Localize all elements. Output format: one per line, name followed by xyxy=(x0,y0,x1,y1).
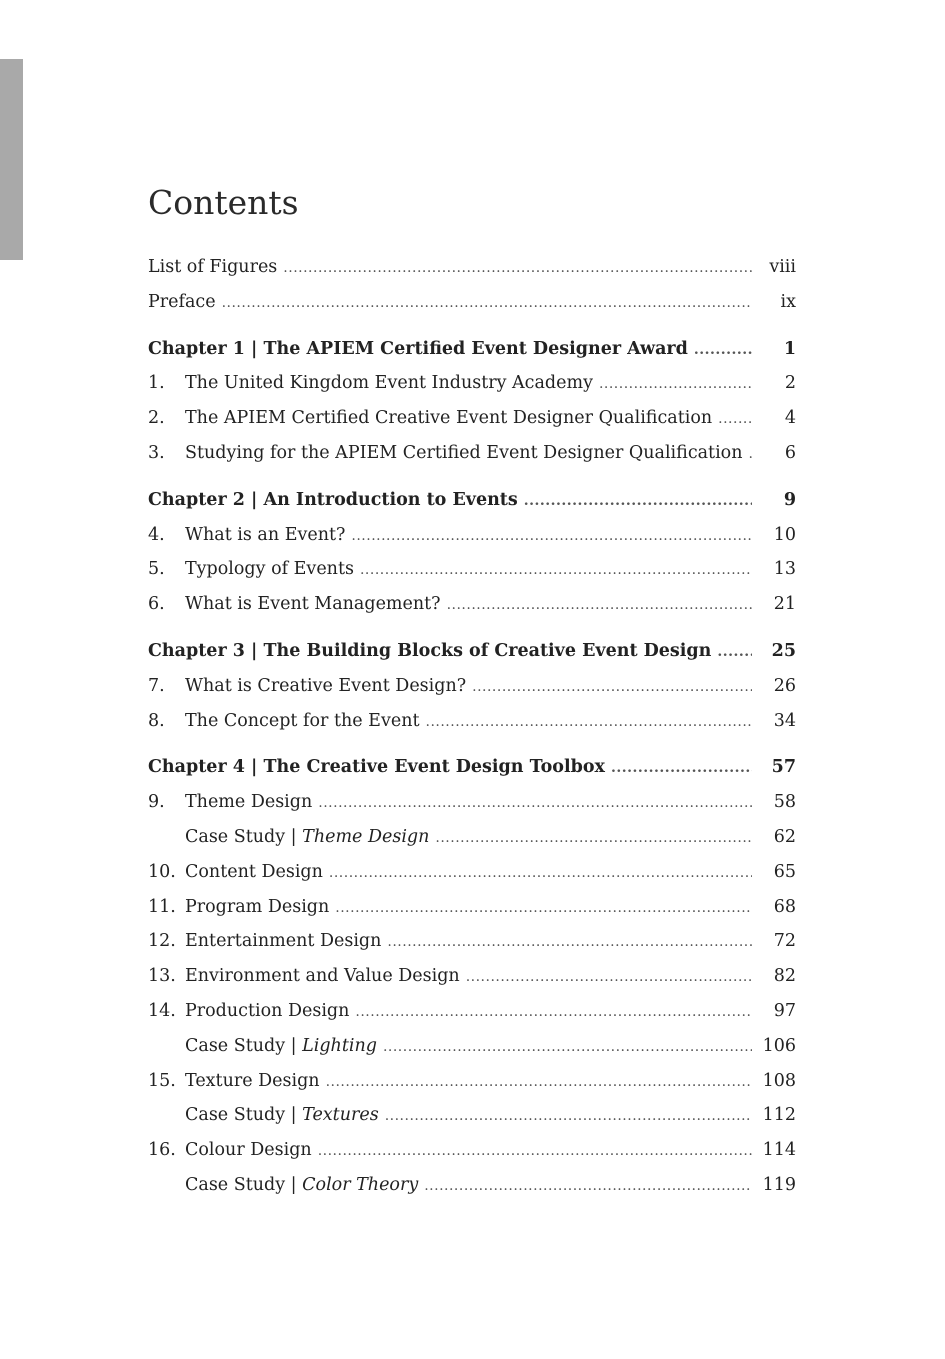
section-number: 13. xyxy=(148,966,176,987)
entry-page-number: 82 xyxy=(773,966,796,987)
toc-section[interactable] xyxy=(148,669,796,704)
chapter-label: Chapter 2 | An Introduction to Events xyxy=(148,489,518,510)
entry-page-number: 34 xyxy=(773,710,796,731)
toc-section[interactable] xyxy=(148,994,796,1029)
case-study-prefix: Case Study | xyxy=(185,1035,303,1056)
entry-page-number: 6 xyxy=(784,442,796,463)
section-number: 1. xyxy=(148,373,165,394)
section-number: 14. xyxy=(148,1000,176,1021)
dot-leader xyxy=(318,1133,752,1169)
toc-entry-front-matter[interactable] xyxy=(148,285,796,320)
entry-page-number: ix xyxy=(780,291,796,312)
chapter-label: Chapter 4 | The Creative Event Design Toolbox xyxy=(148,757,605,778)
entry-page-number: 72 xyxy=(773,931,796,952)
chapter-label: Chapter 1 | The APIEM Certified Event Designer Award xyxy=(148,338,688,359)
entry-page-number: 112 xyxy=(762,1105,796,1126)
section-number: 2. xyxy=(148,408,165,429)
entry-label: List of Figures xyxy=(148,257,278,277)
entry-page-number: 13 xyxy=(773,559,796,580)
entry-page-number: 58 xyxy=(773,792,796,813)
case-study-label xyxy=(185,1098,379,1133)
dot-leader xyxy=(694,332,752,368)
dot-leader xyxy=(424,1168,752,1204)
dot-leader xyxy=(318,785,752,821)
dot-leader xyxy=(222,285,752,321)
toc-section[interactable] xyxy=(148,855,796,890)
dot-leader xyxy=(426,704,753,740)
dot-leader xyxy=(335,890,752,926)
toc-chapter-heading[interactable] xyxy=(148,634,796,669)
section-number: 9. xyxy=(148,792,165,813)
dot-leader xyxy=(717,634,752,670)
entry-page-number: 106 xyxy=(762,1035,796,1056)
dot-leader xyxy=(472,669,752,705)
case-study-prefix: Case Study | xyxy=(185,826,303,847)
toc-chapter-heading[interactable] xyxy=(148,483,796,518)
section-label: Colour Design xyxy=(185,1140,312,1161)
section-label: The United Kingdom Event Industry Academy xyxy=(185,373,593,394)
entry-page-number: 62 xyxy=(773,826,796,847)
side-tab-marker xyxy=(0,59,23,260)
dot-leader xyxy=(351,518,752,554)
chapter-label: Chapter 3 | The Building Blocks of Creative Event Design xyxy=(148,640,712,661)
entry-page-number: 21 xyxy=(773,594,796,615)
section-number: 4. xyxy=(148,524,165,545)
dot-leader xyxy=(599,366,752,402)
dot-leader xyxy=(435,820,752,856)
section-label: Program Design xyxy=(185,896,330,917)
dot-leader xyxy=(329,855,752,891)
section-label: Theme Design xyxy=(185,792,313,813)
toc-case-study[interactable] xyxy=(148,1029,796,1064)
case-study-title: Lighting xyxy=(302,1035,377,1056)
entry-page-number: 97 xyxy=(773,1000,796,1021)
dot-leader xyxy=(611,750,752,786)
entry-page-number: 119 xyxy=(762,1174,796,1195)
case-study-title: Textures xyxy=(302,1105,379,1126)
section-label: Typology of Events xyxy=(185,559,354,580)
toc-case-study[interactable] xyxy=(148,1168,796,1203)
section-label: The APIEM Certified Creative Event Designer Qualification xyxy=(185,408,713,429)
section-label: What is Creative Event Design? xyxy=(185,675,467,696)
toc-section[interactable] xyxy=(148,959,796,994)
section-number: 6. xyxy=(148,594,165,615)
chapter-page-number: 9 xyxy=(783,489,796,510)
section-number: 8. xyxy=(148,710,165,731)
toc-section[interactable] xyxy=(148,1133,796,1168)
section-label: What is an Event? xyxy=(185,524,346,545)
section-label: Production Design xyxy=(185,1000,350,1021)
dot-leader xyxy=(385,1098,752,1134)
toc-section[interactable] xyxy=(148,890,796,925)
chapter-page-number: 57 xyxy=(771,757,796,778)
dot-leader xyxy=(355,994,752,1030)
section-number: 5. xyxy=(148,559,165,580)
section-number: 7. xyxy=(148,675,165,696)
entry-page-number: 68 xyxy=(773,896,796,917)
case-study-prefix: Case Study | xyxy=(185,1105,303,1126)
toc-section[interactable] xyxy=(148,552,796,587)
toc-chapter-heading[interactable] xyxy=(148,332,796,367)
section-label: What is Event Management? xyxy=(185,594,441,615)
dot-leader xyxy=(326,1064,752,1100)
entry-page-number: 65 xyxy=(773,861,796,882)
toc-section[interactable] xyxy=(148,785,796,820)
toc-case-study[interactable] xyxy=(148,1098,796,1133)
toc-section[interactable] xyxy=(148,587,796,622)
case-study-title: Theme Design xyxy=(302,826,430,847)
entry-page-number: 108 xyxy=(762,1070,796,1091)
section-label: Environment and Value Design xyxy=(185,966,460,987)
section-number: 3. xyxy=(148,442,165,463)
entry-page-number: 4 xyxy=(784,408,796,429)
toc-case-study[interactable] xyxy=(148,820,796,855)
dot-leader xyxy=(749,436,753,472)
section-label: Entertainment Design xyxy=(185,931,382,952)
entry-page-number: 10 xyxy=(773,524,796,545)
entry-page-number: 2 xyxy=(784,373,796,394)
case-study-prefix: Case Study | xyxy=(185,1174,303,1195)
dot-leader xyxy=(718,401,752,437)
section-label: Content Design xyxy=(185,861,323,882)
section-label: Texture Design xyxy=(185,1070,320,1091)
table-of-contents xyxy=(148,250,796,1203)
dot-leader xyxy=(383,1029,752,1065)
toc-section[interactable] xyxy=(148,924,796,959)
section-number: 16. xyxy=(148,1140,176,1161)
dot-leader xyxy=(283,250,752,286)
section-number: 11. xyxy=(148,896,176,917)
toc-section[interactable] xyxy=(148,436,796,471)
section-number: 12. xyxy=(148,931,176,952)
toc-entry-front-matter[interactable] xyxy=(148,250,796,285)
entry-label: Preface xyxy=(148,291,216,312)
case-study-label xyxy=(185,1168,418,1203)
toc-section[interactable] xyxy=(148,1064,796,1099)
dot-leader xyxy=(360,552,752,588)
toc-chapter-heading[interactable] xyxy=(148,750,796,785)
entry-page-number: 114 xyxy=(762,1140,796,1161)
toc-section[interactable] xyxy=(148,366,796,401)
section-label: Studying for the APIEM Certified Event Designer Qualification xyxy=(185,442,743,463)
entry-page-number: viii xyxy=(769,257,796,277)
dot-leader xyxy=(466,959,752,995)
section-label: The Concept for the Event xyxy=(185,710,420,731)
toc-section[interactable] xyxy=(148,704,796,739)
chapter-page-number: 1 xyxy=(783,338,796,359)
dot-leader xyxy=(387,924,752,960)
case-study-label xyxy=(185,820,429,855)
case-study-title: Color Theory xyxy=(302,1174,419,1195)
section-number: 10. xyxy=(148,861,176,882)
section-number: 15. xyxy=(148,1070,176,1091)
entry-page-number: 26 xyxy=(773,675,796,696)
page-title: Contents xyxy=(148,183,299,222)
dot-leader xyxy=(447,587,752,623)
dot-leader xyxy=(524,483,752,519)
case-study-label xyxy=(185,1029,377,1064)
toc-section[interactable] xyxy=(148,401,796,436)
chapter-page-number: 25 xyxy=(771,640,796,661)
toc-section[interactable] xyxy=(148,518,796,553)
